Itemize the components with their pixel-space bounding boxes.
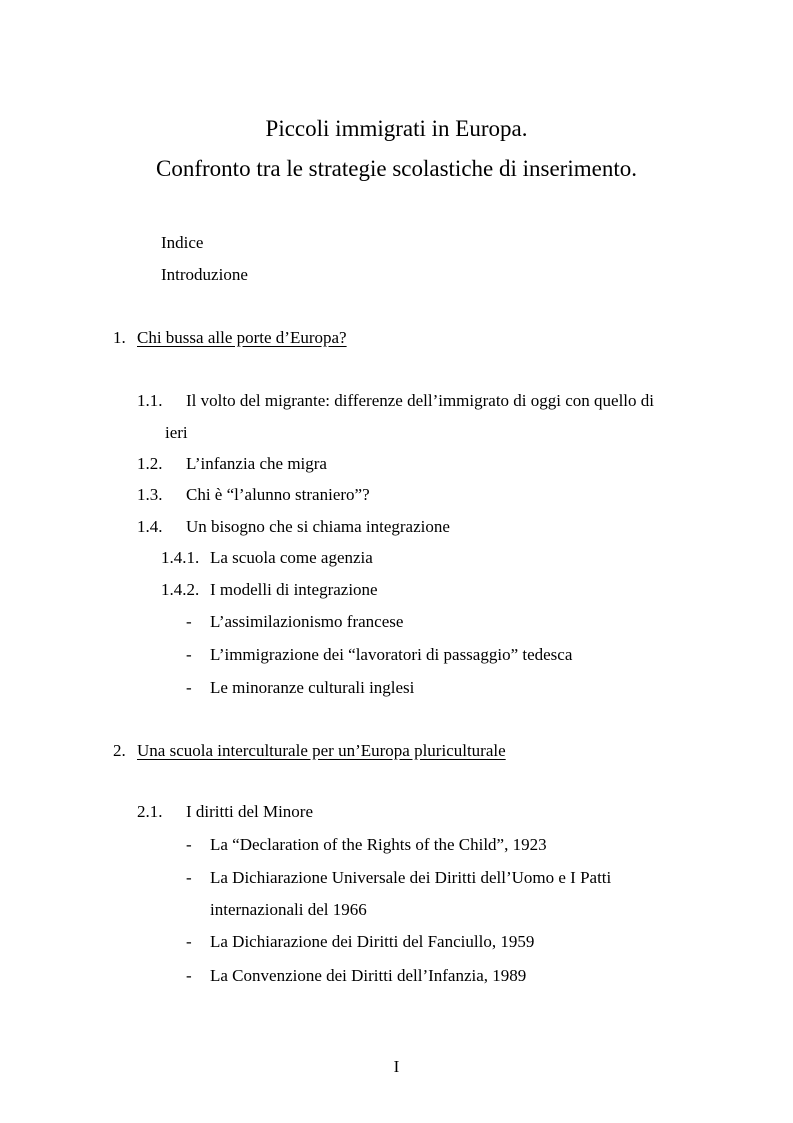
bullet-dash: - xyxy=(186,868,192,887)
toc-chapter-2-title: Una scuola interculturale per un’Europa pluriculturale xyxy=(137,741,506,760)
toc-bullet-1: L’assimilazionismo francese xyxy=(210,612,404,631)
toc-chapter-2-number: 2. xyxy=(113,741,126,760)
toc-bullet-4: La “Declaration of the Rights of the Child”, 1923 xyxy=(210,835,547,854)
toc-indice: Indice xyxy=(161,233,204,252)
toc-section-1-1-title: Il volto del migrante: differenze dell’immigrato di oggi con quello di xyxy=(186,391,655,410)
toc-chapter-1-number: 1. xyxy=(113,328,126,347)
bullet-dash: - xyxy=(186,966,192,985)
bullet-dash: - xyxy=(186,678,192,697)
toc-section-1-4-title: Un bisogno che si chiama integrazione xyxy=(186,517,450,536)
toc-bullet-5: La Dichiarazione Universale dei Diritti dell’Uomo e I Patti xyxy=(210,868,612,887)
bullet-dash: - xyxy=(186,932,192,951)
toc-section-1-4-number: 1.4. xyxy=(137,517,163,536)
toc-bullet-6: La Dichiarazione dei Diritti del Fanciullo, 1959 xyxy=(210,932,535,951)
toc-bullet-2: L’immigrazione dei “lavoratori di passaggio” tedesca xyxy=(210,645,573,664)
toc-section-2-1-title: I diritti del Minore xyxy=(186,802,314,821)
toc-section-1-1-continuation: ieri xyxy=(165,423,188,442)
toc-section-1-4-1-title: La scuola come agenzia xyxy=(210,548,373,567)
toc-bullet-3: Le minoranze culturali inglesi xyxy=(210,678,415,697)
toc-section-1-4-2-number: 1.4.2. xyxy=(161,580,200,599)
toc-section-2-1-number: 2.1. xyxy=(137,802,163,821)
toc-section-1-4-1-number: 1.4.1. xyxy=(161,548,200,567)
toc-section-1-2-title: L’infanzia che migra xyxy=(186,454,327,473)
bullet-dash: - xyxy=(186,645,192,664)
bullet-dash: - xyxy=(186,835,192,854)
toc-bullet-7: La Convenzione dei Diritti dell’Infanzia, 1989 xyxy=(210,966,527,985)
toc-section-1-2-number: 1.2. xyxy=(137,454,163,473)
page-number: I xyxy=(393,1057,400,1076)
toc-section-1-3-title: Chi è “l’alunno straniero”? xyxy=(186,485,370,504)
toc-bullet-5-continuation: internazionali del 1966 xyxy=(210,900,367,919)
toc-section-1-4-2-title: I modelli di integrazione xyxy=(210,580,378,599)
toc-introduzione: Introduzione xyxy=(161,265,248,284)
toc-section-1-1-number: 1.1. xyxy=(137,391,163,410)
toc-section-1-3-number: 1.3. xyxy=(137,485,163,504)
title-line-1: Piccoli immigrati in Europa. xyxy=(265,116,528,141)
bullet-dash: - xyxy=(186,612,192,631)
toc-chapter-1-title: Chi bussa alle porte d’Europa? xyxy=(137,328,347,347)
title-line-2: Confronto tra le strategie scolastiche di inserimento. xyxy=(156,156,637,181)
